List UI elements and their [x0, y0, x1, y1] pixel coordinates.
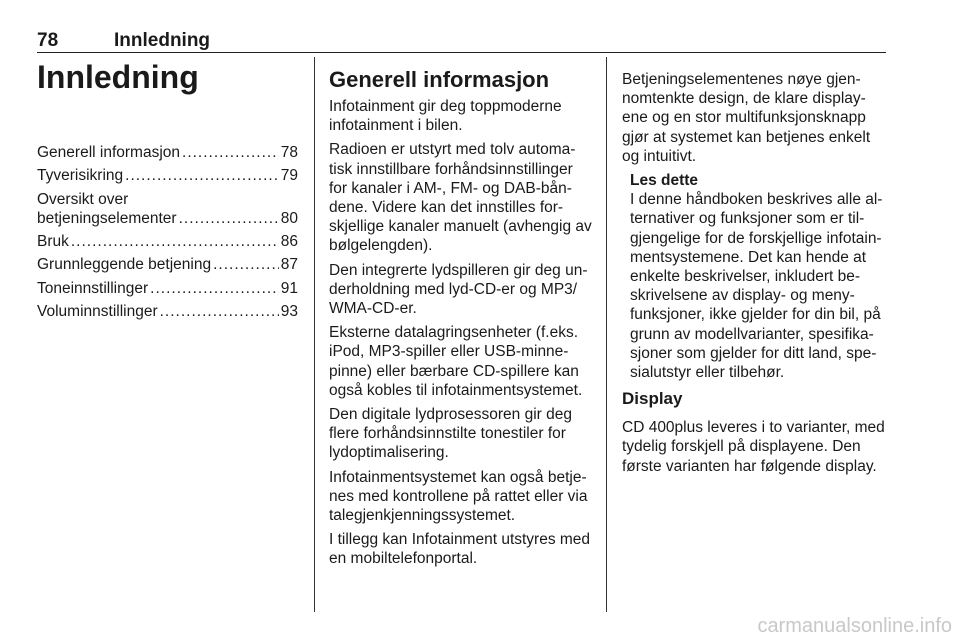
- table-of-contents: [37, 143, 298, 325]
- toc-entry-multiline[interactable]: [37, 190, 298, 229]
- paragraph: Radioen er utstyrt med tolv automa-tisk innstillbare forhåndsinnstillinger for kanaler i AM-, FM- og DAB-bån-dene. Videre kan det innstilles for-skjellige kanaler manuelt (avhengig av bølgelengden).: [329, 141, 592, 255]
- toc-leader: [160, 302, 279, 321]
- toc-entry[interactable]: [37, 302, 298, 321]
- toc-entry[interactable]: [37, 232, 298, 251]
- page-header: [37, 30, 886, 53]
- paragraph: Infotainmentsystemet kan også betje-nes med kontrollene på rattet eller via talegjenkjenningssystemet.: [329, 468, 588, 525]
- toc-label-line1: Oversikt over: [37, 190, 129, 208]
- paragraph: Den digitale lydprosessoren gir deg flere forhåndsinnstilte tonestiler for lydoptimalisering.: [329, 406, 572, 462]
- page-number: 78: [37, 30, 59, 51]
- watermark: carmanualsonline.info: [757, 615, 952, 637]
- toc-entry[interactable]: [37, 279, 298, 298]
- toc-label: Toneinnstillinger: [37, 279, 149, 297]
- toc-entry[interactable]: [37, 166, 298, 185]
- toc-label: betjeningselementer: [37, 209, 177, 227]
- toc-entry[interactable]: [37, 255, 298, 274]
- paragraph: Eksterne datalagringsenheter (f.eks. iPod, MP3-spiller eller USB-minne-pinne) eller bærbare CD-spillere kan også kobles til infotainmentsystemet.: [329, 324, 583, 399]
- toc-leader: [71, 232, 279, 251]
- toc-page: 80: [280, 209, 298, 227]
- column-divider: [606, 57, 607, 612]
- paragraph: Infotainment gir deg toppmoderne infotainment i bilen.: [329, 98, 562, 135]
- running-section-title: Innledning: [114, 30, 211, 51]
- toc-page: 78: [280, 144, 298, 161]
- toc-page: 79: [280, 167, 298, 185]
- toc-label: Bruk: [37, 233, 69, 251]
- toc-leader: [150, 279, 279, 298]
- toc-page: 93: [280, 303, 298, 321]
- column-divider: [314, 57, 315, 612]
- middle-column: [329, 67, 593, 574]
- chapter-title: Innledning: [37, 59, 199, 95]
- section-heading: Generell informasjon: [329, 67, 550, 92]
- right-column: [622, 70, 888, 481]
- paragraph: Betjeningselementenes nøye gjen-nomtenkte design, de klare display-ene og en stor multifunksjonsknapp gjør at systemet kan betjenes enkelt og intuitivt.: [622, 71, 871, 165]
- toc-leader: [179, 209, 279, 228]
- toc-leader: [213, 255, 279, 274]
- note-title: Les dette: [630, 172, 699, 190]
- paragraph: I tillegg kan Infotainment utstyres med en mobiltelefonportal.: [329, 531, 591, 568]
- toc-label: Voluminnstillinger: [37, 303, 158, 321]
- toc-entry[interactable]: [37, 143, 298, 162]
- subsection-heading: Display: [622, 389, 683, 409]
- toc-page: 87: [280, 256, 298, 274]
- toc-leader: [125, 166, 279, 185]
- toc-label: Tyverisikring: [37, 167, 124, 185]
- toc-page: 86: [280, 233, 298, 251]
- toc-leader: [182, 143, 279, 162]
- paragraph: Den integrerte lydspilleren gir deg un-derholdning med lyd-CD-er og MP3/ WMA-CD-er.: [329, 261, 588, 318]
- note-body: I denne håndboken beskrives alle al-ternativer og funksjoner som er til-gjengelige for de forskjellige infotain-mentsystemene. Det kan hende at enkelte beskrivelser, inkludert be-skrivelsene av display- og meny-funksjoner, ikke gjelder for din bil, på grunn av modellvarianter, spesifika-sjoner som gjelder for ditt land, spe-sialutstyr eller tilbehør.: [630, 191, 883, 382]
- paragraph: CD 400plus leveres i to varianter, med tydelig forskjell på displayene. Den første varianten har følgende display.: [622, 419, 885, 475]
- toc-label: Grunnleggende betjening: [37, 256, 212, 274]
- toc-page: 91: [280, 279, 298, 297]
- toc-label: Generell informasjon: [37, 144, 181, 161]
- note-box: [630, 171, 888, 382]
